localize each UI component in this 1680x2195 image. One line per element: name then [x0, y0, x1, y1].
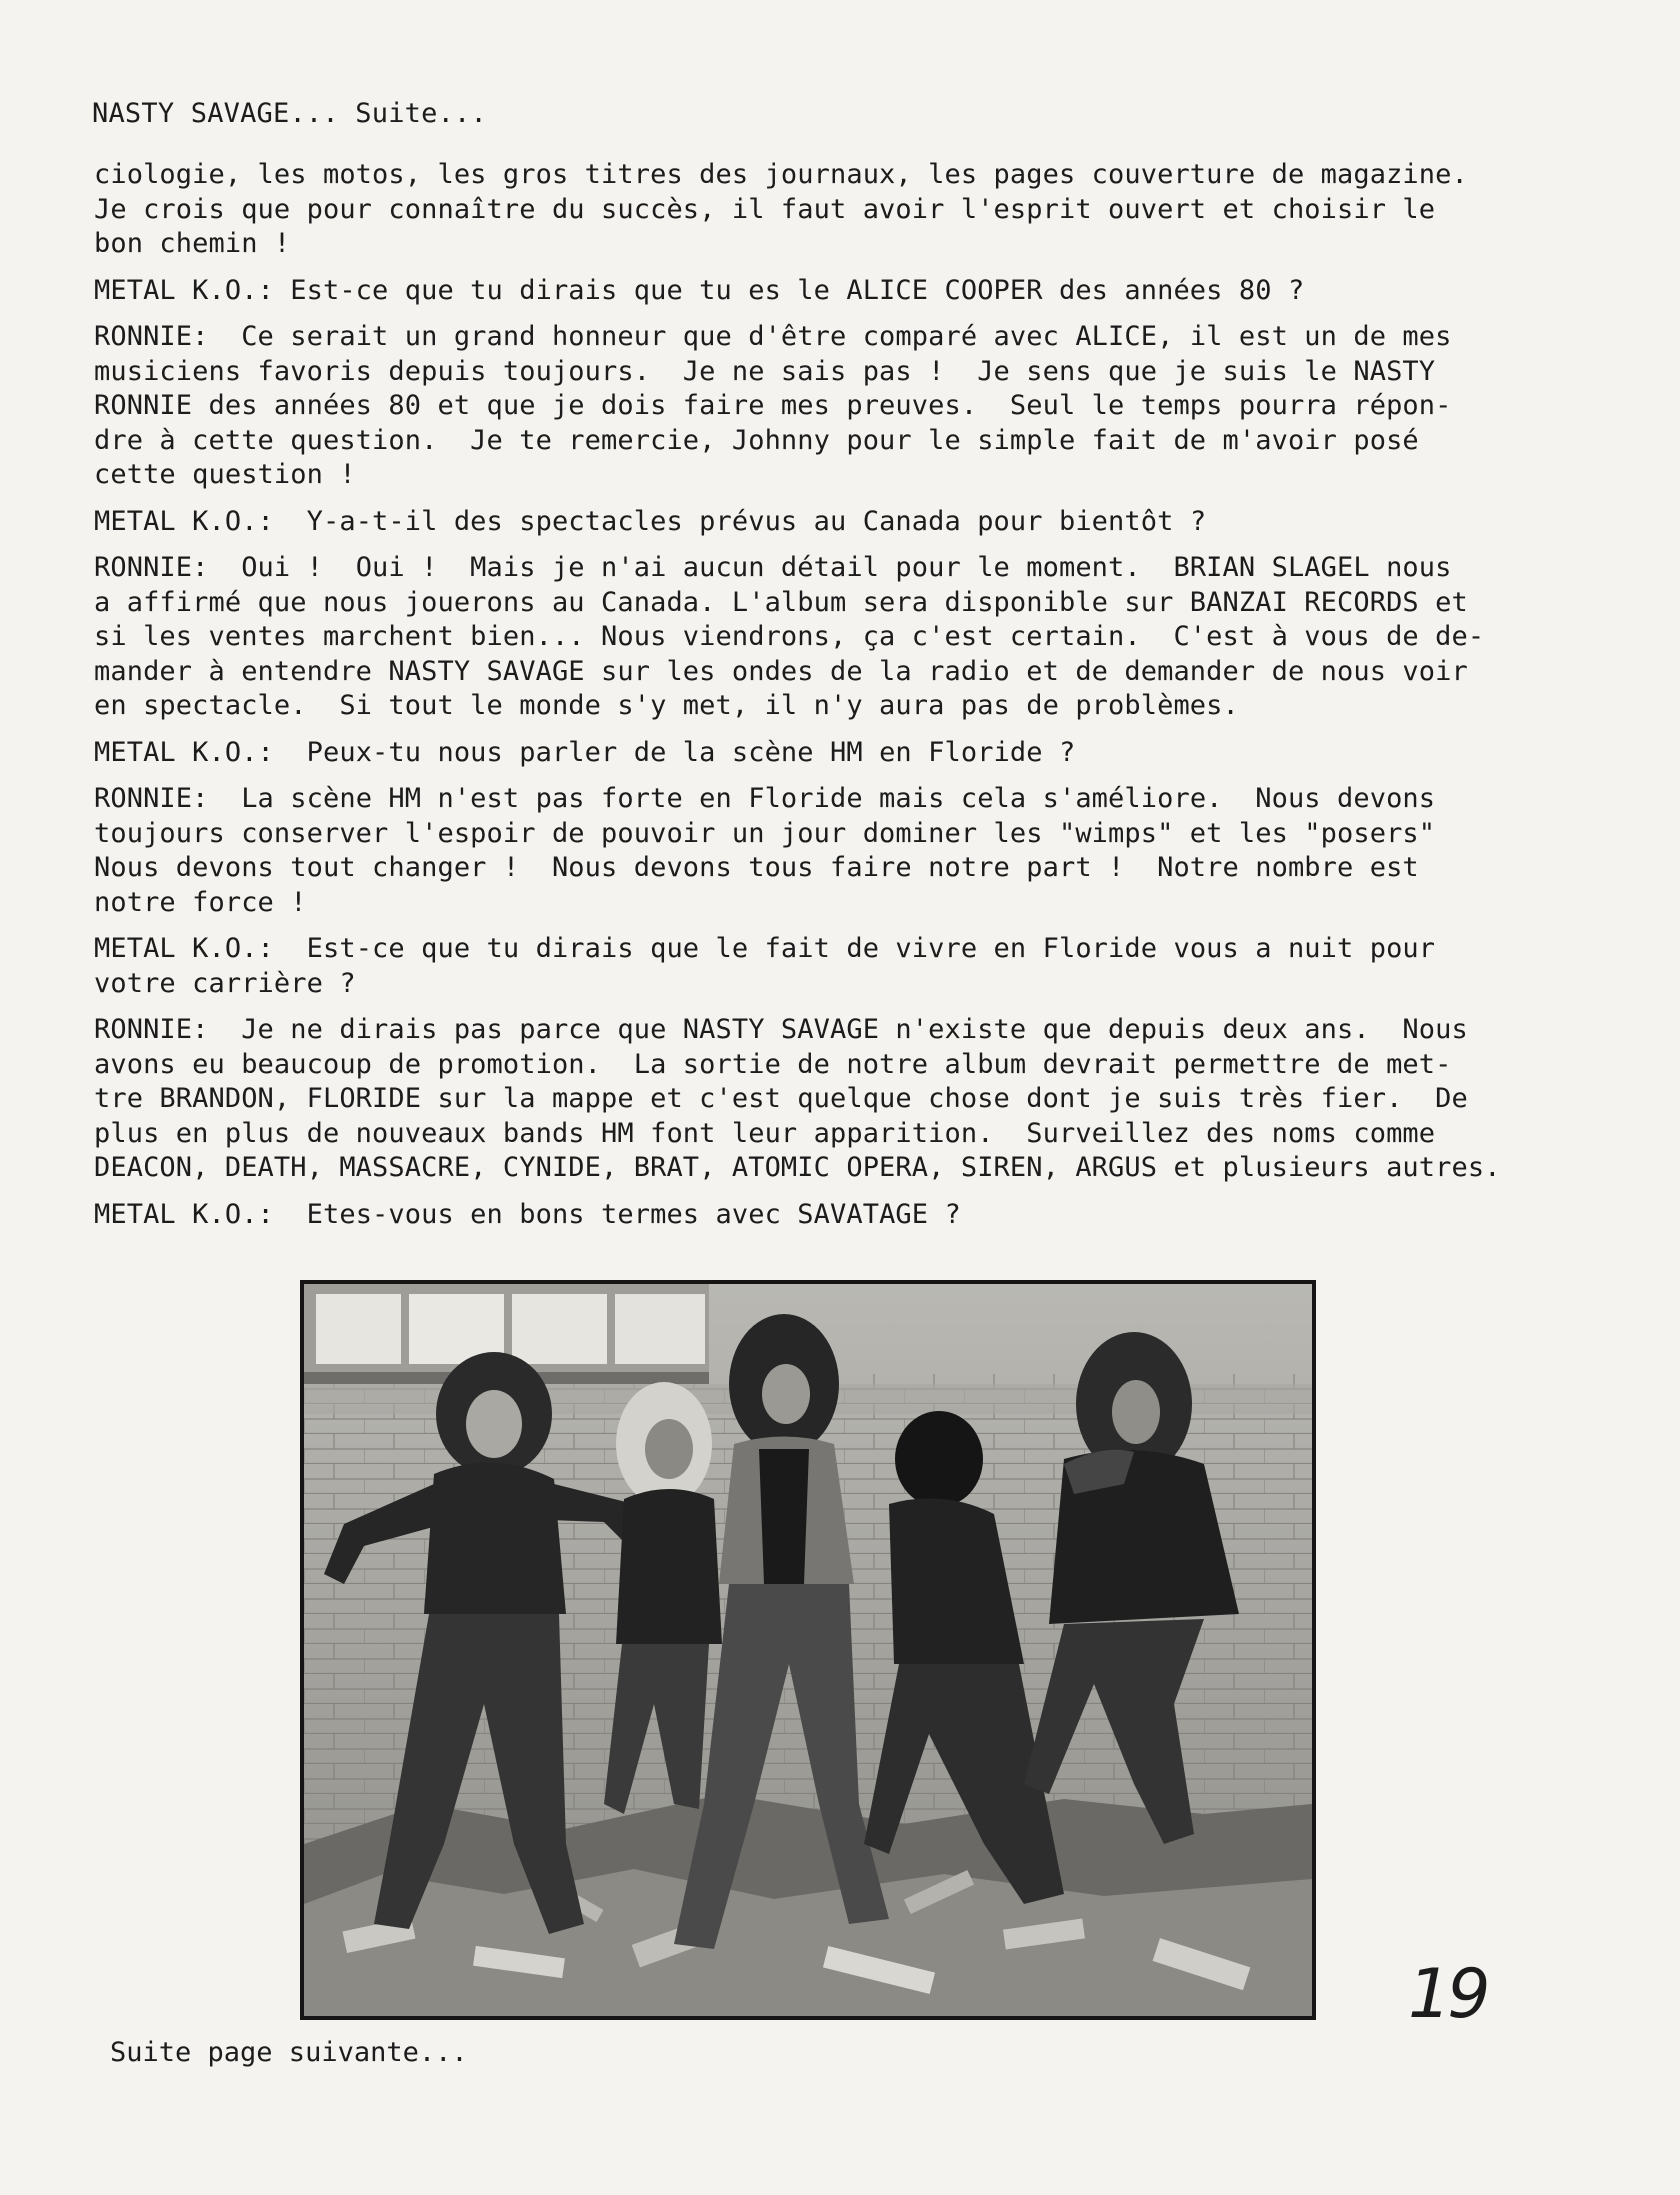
- speaker-label: METAL K.O.:: [94, 1198, 307, 1230]
- band-photo-illustration: [304, 1284, 1312, 2016]
- question-text: Peux-tu nous parler de la scène HM en Floride ?: [306, 736, 1076, 768]
- page-number: 19: [1408, 1955, 1487, 2034]
- speaker-label: METAL K.O.:: [94, 274, 291, 306]
- question-text: Est-ce que tu dirais que le fait de vivre en Floride vous a nuit pour votre carrière ?: [94, 933, 1436, 999]
- interview-answer: [94, 320, 1574, 493]
- interview-answer: [94, 782, 1574, 920]
- interview-paragraph: [94, 158, 1574, 262]
- interview-answer: [94, 551, 1574, 724]
- question-text: Etes-vous en bons termes avec SAVATAGE ?: [306, 1198, 961, 1230]
- speaker-label: RONNIE:: [94, 1014, 242, 1045]
- speaker-label: RONNIE:: [94, 321, 242, 352]
- interview-question: [94, 274, 1574, 309]
- question-text: Y-a-t-il des spectacles prévus au Canada pour bientôt ?: [306, 505, 1207, 537]
- band-photo: [300, 1280, 1316, 2020]
- interview-question: [94, 505, 1574, 540]
- speaker-label: RONNIE:: [94, 783, 242, 814]
- speaker-label: METAL K.O.:: [94, 933, 307, 964]
- article-continuation-header: NASTY SAVAGE... Suite...: [92, 98, 487, 129]
- interview-body: [94, 158, 1574, 1244]
- speaker-label: METAL K.O.:: [94, 505, 307, 537]
- question-text: Est-ce que tu dirais que tu es le ALICE COOPER des années 80 ?: [290, 274, 1305, 306]
- answer-text: La scène HM n'est pas forte en Floride mais cela s'améliore. Nous devons toujours conserver l'espoir de pouvoir un jour dominer les "wimps" et les "posers" Nous devons tout changer ! Nous devons tous faire notre part ! Notre nombre est notre force !: [94, 783, 1436, 918]
- interview-question: [94, 736, 1574, 771]
- speaker-label: RONNIE:: [94, 552, 242, 583]
- interview-question: [94, 932, 1574, 1001]
- continued-next-page-note: Suite page suivante...: [110, 2037, 468, 2068]
- speaker-label: METAL K.O.:: [94, 736, 307, 768]
- interview-answer: [94, 1013, 1574, 1186]
- paragraph-text: ciologie, les motos, les gros titres des journaux, les pages couverture de magazine. Je crois que pour connaître du succès, il faut avoir l'esprit ouvert et choisir le bon chemin !: [94, 159, 1468, 259]
- interview-question: [94, 1198, 1574, 1233]
- answer-text: Oui ! Oui ! Mais je n'ai aucun détail pour le moment. BRIAN SLAGEL nous a affirmé que nous jouerons au Canada. L'album sera disponible sur BANZAI RECORDS et si les ventes marchent bien... Nous viendrons, ça c'est certain. C'est à vous de de- mander à entendre NASTY SAVAGE sur les ondes de la radio et de demander de nous voir en spectacle. Si tout le monde s'y met, il n'y aura pas de problèmes.: [94, 552, 1485, 721]
- answer-text: Je ne dirais pas parce que NASTY SAVAGE n'existe que depuis deux ans. Nous avons eu beaucoup de promotion. La sortie de notre album devrait permettre de met- tre BRANDON, FLORIDE sur la mappe et c'est quelque chose dont je suis très fier. De plus en plus de nouveaux bands HM font leur apparition. Surveillez des noms comme DEACON, DEATH, MASSACRE, CYNIDE, BRAT, ATOMIC OPERA, SIREN, ARGUS et plusieurs autres.: [94, 1014, 1501, 1183]
- answer-text: Ce serait un grand honneur que d'être comparé avec ALICE, il est un de mes musiciens favoris depuis toujours. Je ne sais pas ! Je sens que je suis le NASTY RONNIE des années 80 et que je dois faire mes preuves. Seul le temps pourra répon- dre à cette question. Je te remercie, Johnny pour le simple fait de m'avoir posé cette question !: [94, 321, 1452, 490]
